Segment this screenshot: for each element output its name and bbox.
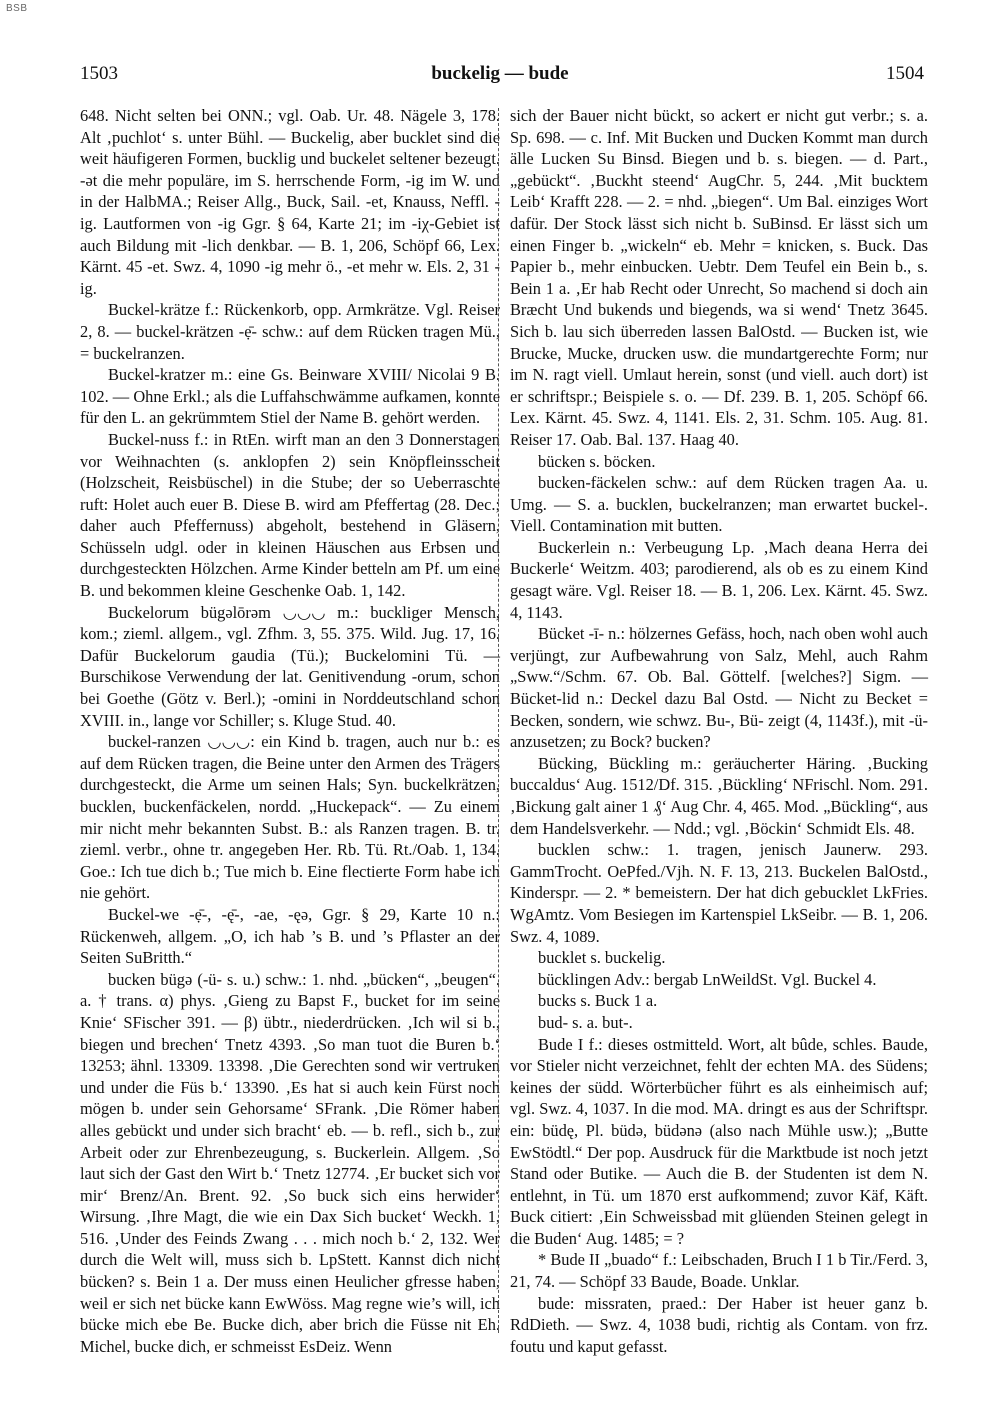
dictionary-entry: buckel-ranzen ◡◡◡: ein Kind b. tragen, auch nur b.: es auf dem Rücken tragen, die Beine unter den Armen des Trägers durchgesteckt, die Arme um seinen Hals; Syn. buckelkrätzen, bucklen, buckenfäckelen, nordd. „Huckepack“. — Zu einem mir nicht mehr bekannten Subst. B.: als Ranzen tragen. B. tr. zieml. verbr., ohne tr. angegeben Her. Rb. Tü. Rt./Oab. 1, 134. Goe.: Ich tue dich b.; Tue mich b. Eine flectierte Form habe ich nie gehört. bbox=[80, 732, 500, 903]
dictionary-entry: Buckel-we -ẹ̄-, -ę̄-, -ae, -ęə, Ggr. § 29, Karte 10 n.: Rückenweh, allgem. „O, ich hab ’s B. und ’s Pflaster an der Seiten SuBritth.“ bbox=[80, 904, 500, 968]
dictionary-entry: Buckerlein n.: Verbeugung Lp. ‚Mach deana Herra dei Buckerle‘ Weitzm. 403; parodierend, als ob es zu einem Kind gesagt wäre. Vgl. Reiser 18. — B. 1, 206. Lex. Kärnt. 45. Swz. 4, 1143. bbox=[510, 537, 928, 622]
dictionary-entry: bucken-fäckelen schw.: auf dem Rücken tragen Aa. u. Umg. — S. a. bucklen, buckelranzen; man erwartet buckel-. Viell. Contamination mit butten. bbox=[510, 473, 928, 536]
dictionary-entry: Buckel-kratzer m.: eine Gs. Beinware XVIII/ Nicolai 9 B. 102. — Ohne Erkl.; als die Luffahschwämme aufkamen, konnte für den L. an gekrümmtem Stiel der Name B. gehört werden. bbox=[80, 365, 500, 428]
dictionary-entry: Buckelorum bügəlōrəm ◡◡◡ m.: buckliger Mensch, kom.; zieml. allgem., vgl. Zfhm. 3, 55. 375. Wild. Jug. 17, 16. Dafür Buckelorum gaudia (Tü.); Buckelomini Tü. — Burschikose Verwendung der lat. Genitivendung -orum, schon bei Goethe (Götz v. Berl.); -omini in Norddeutschland schon XVIII. in., lange vor Schiller; s. Kluge Stud. 40. bbox=[80, 602, 500, 730]
dictionary-entry: Bücking, Bückling m.: geräucherter Häring. ‚Bucking buccaldus‘ Aug. 1512/Df. 315. ‚Bückling‘ NFrischl. Nom. 291. ‚Bickung galt ainer 1 ₰‘ Aug Chr. 4, 465. Mod. „Bückling“, aus dem Handelsverkehr. — Ndd.; vgl. ‚Böckin‘ Schmidt Els. 48. bbox=[510, 753, 928, 838]
dictionary-entry: Bude I f.: dieses ostmitteld. Wort, alt bûde, schles. Baude, vor Stieler nicht verzeichnet, fehlt der echten MA. des Südens; keines der südd. Wörterbücher führt es als einheimisch auf; vgl. Swz. 4, 1037. In die mod. MA. dringt es aus der Schriftspr. ein: büdę, Pl. büdə, büdənə (also nach Mühle usw.); „Butte EwStödtl.“ Der pop. Ausdruck für die Marktbude ist noch jetzt Stand oder Butike. — Auch die B. der Studenten ist dem N. entlehnt, in Tü. um 1870 erst aufkommend; zuvor Käf, Käft. Buck citiert: ‚Ein Schweissbad mit glüenden Steinen gelegt in die Buden‘ Aug. 1485; = ? bbox=[510, 1034, 928, 1248]
dictionary-entry: bude: missraten, praed.: Der Haber ist heuer ganz b. RdDieth. — Swz. 4, 1038 budi, richtig als Contam. von frz. foutu und kaput gefasst. bbox=[510, 1293, 928, 1356]
dictionary-entry: 648. Nicht selten bei ONN.; vgl. Oab. Ur. 48. Nägele 3, 178. Alt ‚puchlot‘ s. unter Bühl. — Buckelig, aber bucklet sind die weit häufigeren Formen, bucklig und buckelet seltener bezeugt. -ət die mehr populäre, im S. herrschende Form, -ig im W. und in der HalbMA.; Reiser Allg., Buck, Sail. -et, Knauss, Neffl. -ig. Lautformen von -ig Ggr. § 64, Karte 21; im -iχ-Gebiet ist auch Bildung mit -lich denkbar. — B. 1, 206, Schöpf 66, Lex. Kärnt. 45 -et. Swz. 4, 1090 -ig mehr ö., -et mehr w. Els. 2, 31 -ig. bbox=[80, 106, 500, 298]
dictionary-entry: bucklen schw.: 1. tragen, jenisch Jaunerw. 293. GammTrocht. OePfed./Vjh. N. F. 13, 213. Buckelen BalOstd., Kinderspr. — 2. * bemeistern. Der hat dich gebucklet LkFries. WgAmtz. Vom Besiegen im Kartenspiel LkSeibr. — B. 1, 206. Swz. 4, 1089. bbox=[510, 840, 928, 946]
library-stamp: BSB bbox=[6, 3, 28, 14]
right-column bbox=[510, 105, 928, 1357]
dictionary-entry: bucklet s. buckelig. bbox=[538, 948, 666, 968]
running-title: buckelig — bude bbox=[431, 63, 569, 84]
dictionary-entry: bücken s. böcken. bbox=[538, 451, 656, 471]
left-column bbox=[80, 105, 500, 1357]
dictionary-entry: Bücket -ī- n.: hölzernes Gefäss, hoch, nach oben wohl auch verjüngt, zur Aufbewahrung von Salz, Mehl, auch Rahm „Sww.“/Schm. 67. Ob. Bal. Göttelf. [welches?] Sigm. — Bücket-lid n.: Deckel dazu Bal Ostd. — Nicht zu Becket = Becken, sondern, wie schwz. Bu-, Bü- zeigt (4, 1143f.), mit -ü- anzusetzen; zu Bock? bucken? bbox=[510, 624, 928, 752]
dictionary-entry: bücklingen Adv.: bergab LnWeildSt. Vgl. Buckel 4. bbox=[538, 969, 877, 989]
dictionary-entry: sich der Bauer nicht bückt, so ackert er nicht gut verbr.; s. a. Sp. 698. — c. Inf. Mit Bucken und Ducken Kommt man durch älle Lucken Su Binsd. Biegen und b. s. biegen. — d. Part., „gebückt“. ‚Buckht steend‘ AugChr. 5, 244. ‚Mit bucktem Leib‘ Krafft 228. — 2. = nhd. „biegen“. Um Bal. einziges Wort dafür. Der Stock lässt sich nicht b. SuBinsd. Er lässt sich um einen Finger b. „wickeln“ eb. Mehr = knicken, s. Buck. Das Papier b., mehr einbucken. Uebtr. Dem Teufel ein Bein b., s. Bein 1 a. ‚Er hab Recht oder Unrecht, So machend si doch ain Bræcht Und bukends und biegends, wa si wend‘ Tnetz 3645. Sich b. lau sich überreden lassen BalOstd. — Bucken ist, wie Brucke, Mucke, drucken usw. die mundartgerechte Form; nur im N. ragt viell. Umlaut herein, sonst (und viell. auch dort) ist er schriftspr.; Beispiele s. o. — Df. 239. B. 1, 205. Schöpf 66. Lex. Kärnt. 45. Swz. 4, 1141. Els. 2, 31. Schm. 105. Aug. 81. Reiser 17. Oab. Bal. 137. Haag 40. bbox=[510, 106, 928, 449]
right-page-number: 1504 bbox=[886, 63, 924, 84]
left-page-number: 1503 bbox=[80, 63, 118, 84]
dictionary-entry: bucken bügə (-ü- s. u.) schw.: 1. nhd. „bücken“, „beugen“. a. † trans. α) phys. ‚Gieng zu Bapst F., bucket for im seine Knie‘ SFischer 391. — β) übtr., niederdrücken. ‚Ich wil si b., biegen und brechen‘ Tnetz 4393. ‚So man tuot die Buren b.‘ 13253; ähnl. 13309. 13398. ‚Die Gerechten sond wir vertruken und under die Füs b.‘ 13390. ‚Es hat si auch kein Fürst noch mögen b. under sein Gehorsame‘ SFrank. ‚Die Römer haben alles gebückt und under sich bracht‘ eb. — b. refl., sich b., zur Arbeit oder zur Ehrenbezeugung, s. Buckerlein. Allgem. ‚So laut sich der Gast den Wirt b.‘ Tnetz 12774. ‚Er bucket sich vor mir‘ Brenz/An. Brent. 92. ‚So buck sich eins herwider‘ Wirsung. ‚Ihre Magt, die wie ein Dax Sich bucket‘ Weckh. 1, 516. ‚Under des Feinds Zwang . . . mich noch b.‘ 2, 132. Wer durch die Welt will, muss sich b. LpStett. Kannst dich nicht bücken? s. Bein 1 a. Der muss einen Heulicher gfresse haben, weil er sich net bücke kann EwWöss. Mag regne wie’s will, ich bücke mich ebe Be. Bucke dich, aber brich die Füsse nit Eh. Michel, bucke dich, er schmeisst EsDeiz. Wenn bbox=[80, 969, 500, 1356]
dictionary-entry: bud- s. a. but-. bbox=[538, 1012, 633, 1032]
dictionary-entry: Buckel-krätze f.: Rückenkorb, opp. Armkrätze. Vgl. Reiser 2, 8. — buckel-krätzen -ẹ̄- schw.: auf dem Rücken tragen Mü., = buckelranzen. bbox=[80, 300, 500, 363]
dictionary-entry: * Bude II „buado“ f.: Leibschaden, Bruch I 1 b Tir./Ferd. 3, 21, 74. — Schöpf 33 Baude, Boade. Unklar. bbox=[510, 1250, 928, 1292]
column-divider bbox=[498, 108, 499, 1333]
dictionary-entry: bucks s. Buck 1 a. bbox=[538, 991, 658, 1011]
dictionary-entry: Buckel-nuss f.: in RtEn. wirft man an den 3 Donnerstagen vor Weihnachten (s. anklopfen 2) sein Knöpfleinsscheit (Holzscheit, Reisbüschel) in die Stube; der so Ueberraschte ruft: Holet auch euer B. Diese B. wird am Pfeffertag (28. Dec.; daher auch Pfeffernuss) abgeholt, bestehend in Gläsern, Schüsseln udgl. oder in kleinen Häuschen aus Erbsen und durchgesteckten Hölzchen. Arme Kinder betteln am Pf. um eine B. und bekommen kleine Geschenke Oab. 1, 142. bbox=[80, 429, 500, 601]
